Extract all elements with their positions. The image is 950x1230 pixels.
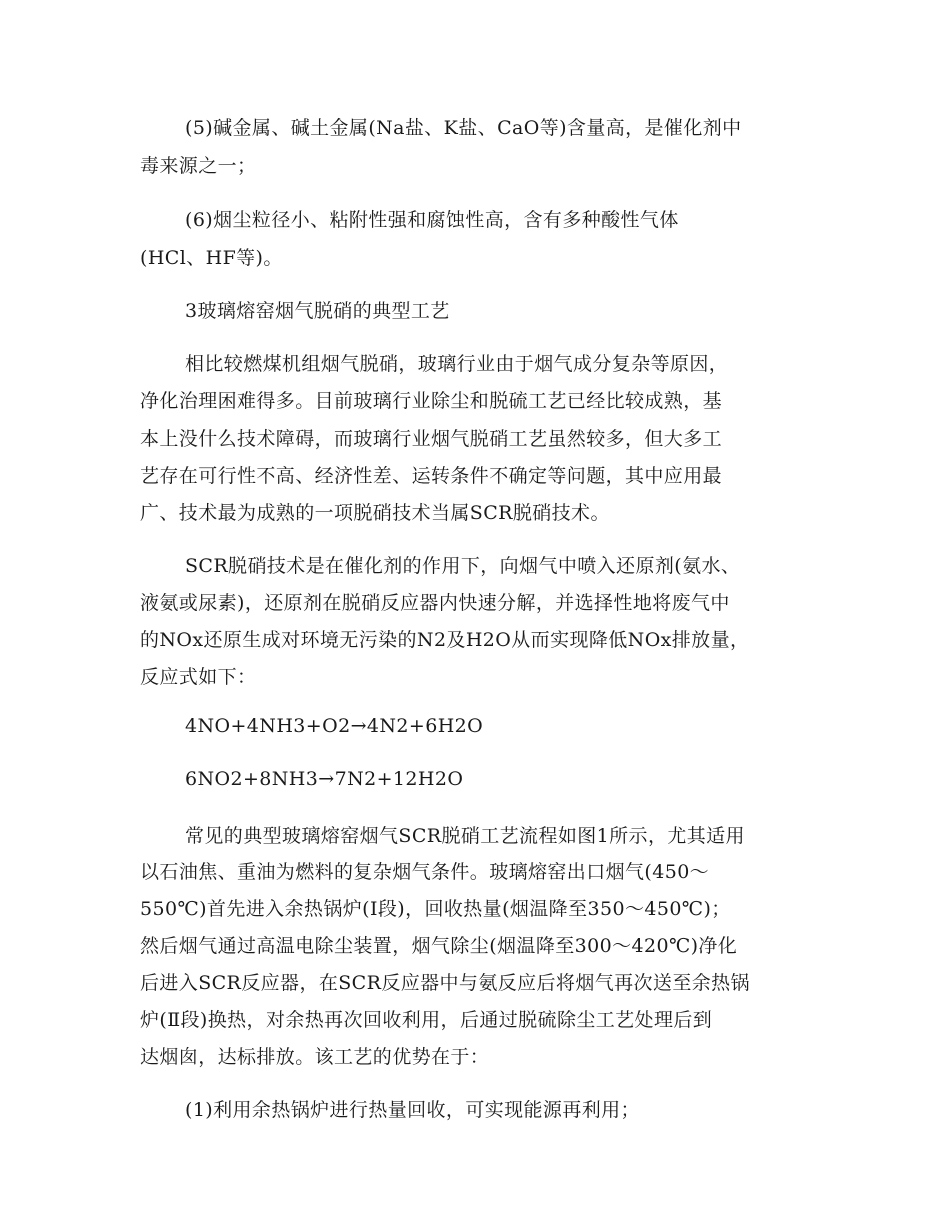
paragraph-line: 550℃)首先进入余热锅炉(Ⅰ段)，回收热量(烟温降至350～450℃)； bbox=[140, 898, 731, 920]
paragraph-line: SCR脱硝技术是在催化剂的作用下，向烟气中喷入还原剂(氨水、 bbox=[185, 555, 741, 577]
list-item-6-cont: (HCl、HF等)。 bbox=[140, 247, 283, 269]
list-item-1: (1)利用余热锅炉进行热量回收，可实现能源再利用； bbox=[185, 1099, 640, 1121]
list-item-5-cont: 毒来源之一； bbox=[140, 155, 257, 177]
reaction-equation-1: 4NO+4NH3+O2→4N2+6H2O bbox=[185, 715, 484, 737]
paragraph-line: 达烟囱，达标排放。该工艺的优势在于： bbox=[140, 1046, 490, 1068]
paragraph-line: 炉(Ⅱ段)换热，对余热再次回收利用，后通过脱硫除尘工艺处理后到 bbox=[140, 1009, 713, 1031]
paragraph-line: 净化治理困难得多。目前玻璃行业除尘和脱硫工艺已经比较成熟，基 bbox=[140, 390, 723, 412]
paragraph-line: 后进入SCR反应器，在SCR反应器中与氨反应后将烟气再次送至余热锅 bbox=[140, 972, 750, 994]
list-item-6: (6)烟尘粒径小、粘附性强和腐蚀性高，含有多种酸性气体 bbox=[185, 209, 679, 231]
reaction-equation-2: 6NO2+8NH3→7N2+12H2O bbox=[185, 768, 464, 790]
paragraph-line: 液氨或尿素)，还原剂在脱硝反应器内快速分解，并选择性地将废气中 bbox=[140, 592, 730, 614]
paragraph-line: 艺存在可行性不高、经济性差、运转条件不确定等问题，其中应用最 bbox=[140, 465, 723, 487]
paragraph-line: 常见的典型玻璃熔窑烟气SCR脱硝工艺流程如图1所示，尤其适用 bbox=[185, 825, 745, 847]
paragraph-line: 反应式如下： bbox=[140, 666, 257, 688]
list-item-5: (5)碱金属、碱土金属(Na盐、K盐、CaO等)含量高，是催化剂中 bbox=[185, 117, 742, 139]
paragraph-line: 相比较燃煤机组烟气脱硝，玻璃行业由于烟气成分复杂等原因， bbox=[185, 353, 729, 375]
paragraph-line: 的NOx还原生成对环境无污染的N2及H2O从而实现降低NOx排放量， bbox=[140, 629, 750, 651]
paragraph-line: 广、技术最为成熟的一项脱硝技术当属SCR脱硝技术。 bbox=[140, 502, 610, 524]
paragraph-line: 以石油焦、重油为燃料的复杂烟气条件。玻璃熔窑出口烟气(450～ bbox=[140, 861, 710, 883]
section-heading: 3玻璃熔窑烟气脱硝的典型工艺 bbox=[185, 300, 450, 322]
paragraph-line: 然后烟气通过高温电除尘装置，烟气除尘(烟温降至300～420℃)净化 bbox=[140, 935, 738, 957]
paragraph-line: 本上没什么技术障碍，而玻璃行业烟气脱硝工艺虽然较多，但大多工 bbox=[140, 428, 723, 450]
